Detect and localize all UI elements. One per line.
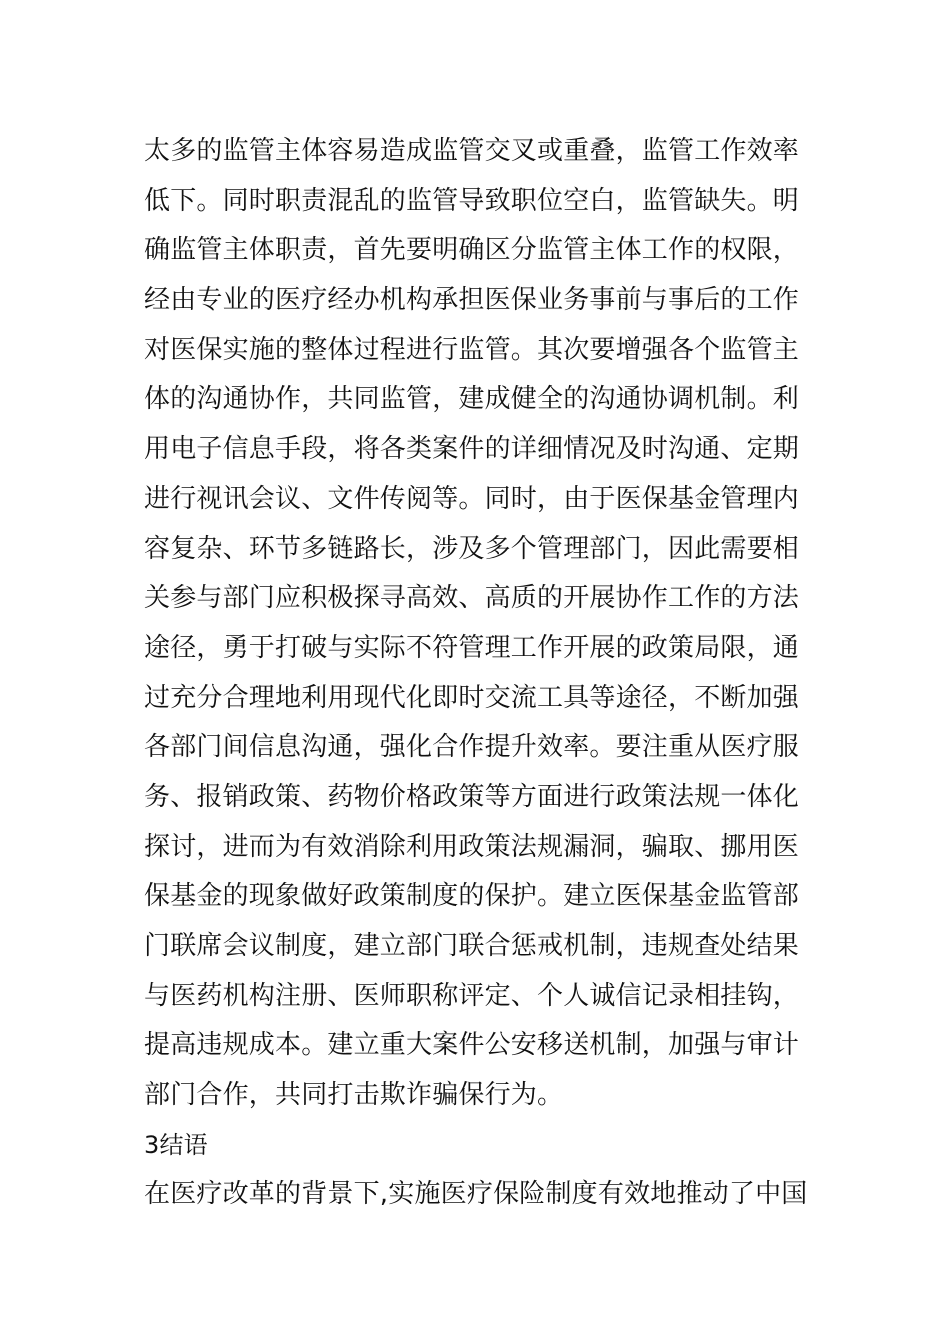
text-line: 各部门间信息沟通，强化合作提升效率。要注重从医疗服 <box>144 732 800 763</box>
text-line: 保基金的现象做好政策制度的保护。建立医保基金监管部 <box>144 881 800 912</box>
text-line: 过充分合理地利用现代化即时交流工具等途径，不断加强 <box>144 682 800 713</box>
text-line: 途径，勇于打破与实际不符管理工作开展的政策局限，通 <box>144 632 800 663</box>
text-line: 经由专业的医疗经办机构承担医保业务事前与事后的工作 <box>144 285 800 316</box>
text-line: 关参与部门应积极探寻高效、高质的开展协作工作的方法 <box>144 583 800 614</box>
text-line: 容复杂、环节多链路长，涉及多个管理部门，因此需要相 <box>144 533 800 564</box>
text-line: 太多的监管主体容易造成监管交叉或重叠，监管工作效率 <box>144 136 800 166</box>
text-line: 用电子信息手段，将各类案件的详细情况及时沟通、定期 <box>144 434 800 465</box>
body-text <box>144 127 824 1220</box>
text-line: 门联席会议制度，建立部门联合惩戒机制，违规查处结果 <box>144 931 800 961</box>
text-line: 与医药机构注册、医师职称评定、个人诚信记录相挂钩， <box>144 980 800 1011</box>
text-line: 确监管主体职责，首先要明确区分监管主体工作的权限， <box>144 235 800 266</box>
section-heading: 3结语 <box>144 1130 208 1159</box>
text-line: 进行视讯会议、文件传阅等。同时，由于医保基金管理内 <box>144 483 800 514</box>
closing-text-line: 在医疗改革的背景下,实施医疗保险制度有效地推动了中国 <box>144 1179 808 1210</box>
text-line: 探讨，进而为有效消除利用政策法规漏洞，骗取、挪用医 <box>144 831 800 862</box>
text-line: 对医保实施的整体过程进行监管。其次要增强各个监管主 <box>144 334 800 365</box>
text-line: 低下。同时职责混乱的监管导致职位空白，监管缺失。明 <box>144 185 800 216</box>
text-line: 务、报销政策、药物价格政策等方面进行政策法规一体化 <box>144 781 800 812</box>
text-line: 部门合作，共同打击欺诈骗保行为。 <box>144 1080 564 1111</box>
text-line: 体的沟通协作，共同监管，建成健全的沟通协调机制。利 <box>144 384 800 415</box>
text-line: 提高违规成本。建立重大案件公安移送机制，加强与审计 <box>144 1030 800 1061</box>
